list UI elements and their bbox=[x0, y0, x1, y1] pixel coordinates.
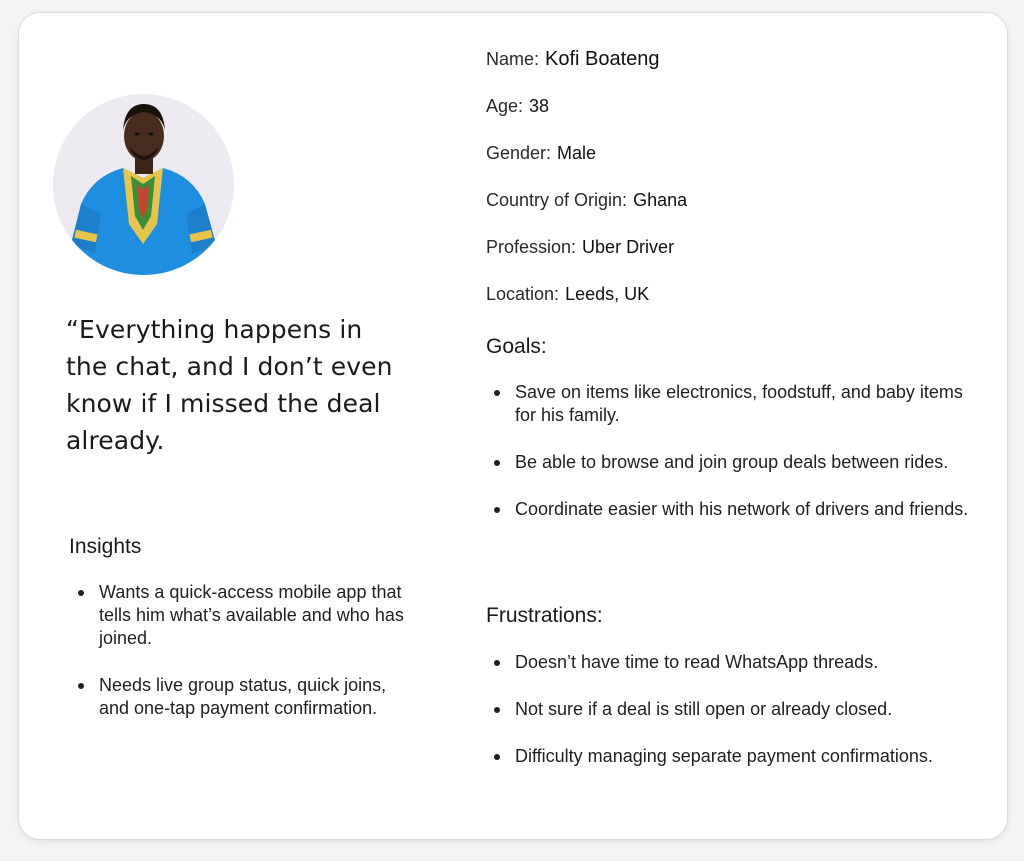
name-value: Kofi Boateng bbox=[545, 48, 660, 70]
location-row bbox=[486, 282, 986, 329]
gender-label: Gender: bbox=[486, 143, 552, 163]
goal-item: Save on items like electronics, foodstuff, and baby items for his family. bbox=[486, 381, 976, 427]
insights-list bbox=[70, 581, 410, 744]
goal-item: Be able to browse and join group deals between rides. bbox=[486, 451, 976, 474]
frustrations-heading: Frustrations: bbox=[486, 604, 603, 627]
goal-item: Coordinate easier with his network of drivers and friends. bbox=[486, 498, 976, 521]
persona-card bbox=[18, 12, 1008, 840]
persona-avatar bbox=[53, 94, 234, 275]
location-value: Leeds, UK bbox=[565, 284, 650, 304]
profession-row bbox=[486, 235, 986, 282]
goals-heading: Goals: bbox=[486, 335, 547, 358]
insights-heading: Insights bbox=[69, 535, 142, 558]
age-label: Age: bbox=[486, 96, 524, 116]
person-illustration bbox=[53, 94, 234, 275]
goals-list bbox=[486, 381, 976, 545]
age-value: 38 bbox=[529, 96, 550, 116]
country-label: Country of Origin: bbox=[486, 190, 628, 210]
frustration-item: Doesn’t have time to read WhatsApp threads. bbox=[486, 651, 976, 674]
country-value: Ghana bbox=[633, 190, 688, 210]
age-row bbox=[486, 94, 986, 141]
location-label: Location: bbox=[486, 284, 560, 304]
insight-item: Wants a quick-access mobile app that tells him what’s available and who has joined. bbox=[70, 581, 410, 650]
name-row bbox=[486, 47, 986, 94]
profession-label: Profession: bbox=[486, 237, 577, 257]
gender-value: Male bbox=[557, 143, 597, 163]
frustration-item: Not sure if a deal is still open or already closed. bbox=[486, 698, 976, 721]
frustration-item: Difficulty managing separate payment confirmations. bbox=[486, 745, 976, 768]
profession-value: Uber Driver bbox=[582, 237, 675, 257]
profile-details bbox=[486, 47, 986, 329]
name-label: Name: bbox=[486, 49, 540, 69]
country-row bbox=[486, 188, 986, 235]
frustrations-list bbox=[486, 651, 976, 792]
persona-quote: “Everything happens in the chat, and I don’t even know if I missed the deal already. bbox=[66, 315, 393, 455]
insight-item: Needs live group status, quick joins, and one-tap payment confirmation. bbox=[70, 674, 410, 720]
gender-row bbox=[486, 141, 986, 188]
